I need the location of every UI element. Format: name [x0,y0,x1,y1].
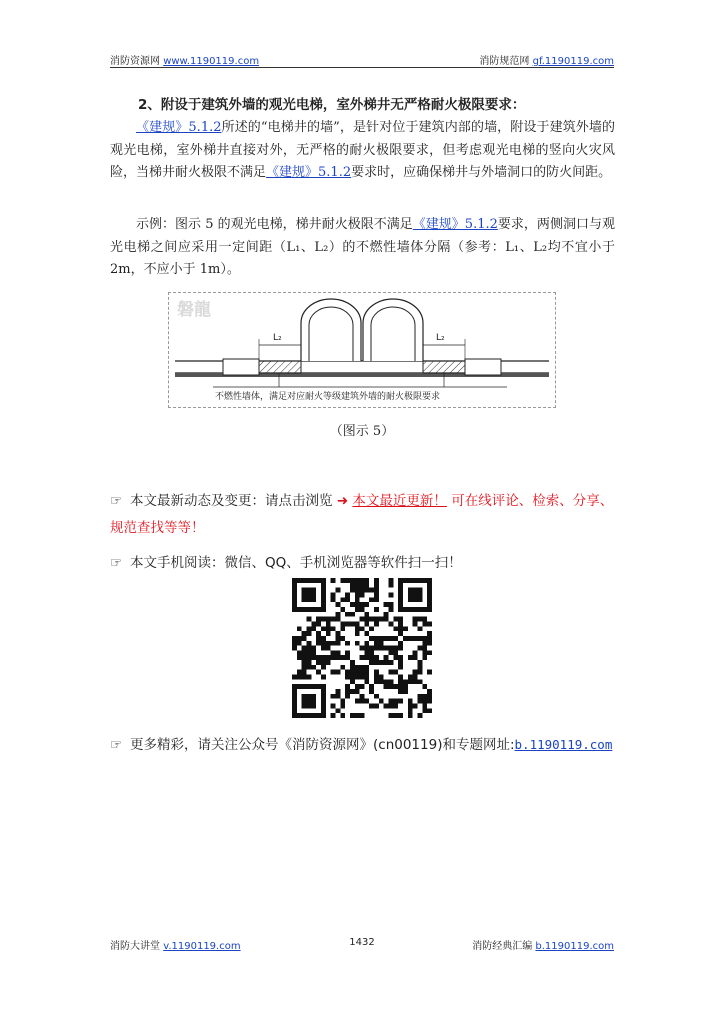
window-opening-left [223,359,259,375]
latest-update-link[interactable]: 本文最近更新！ [352,493,447,509]
pointing-hand-icon: ☞ [110,555,123,571]
footer-right [472,937,614,952]
noncombustible-wall-left [259,361,301,373]
code-reference-link[interactable]: 《建规》5.1.2 [412,217,498,232]
footer-left-label: 消防大讲堂 [110,941,160,952]
header-right-link[interactable]: gf.1190119.com [532,56,614,67]
elevator-shaft-left [301,299,361,361]
header-left-link[interactable]: www.1190119.com [163,56,260,67]
topic-site-link[interactable]: b.1190119.com [514,737,613,752]
code-reference-link[interactable]: 《建规》5.1.2 [266,165,352,180]
header-right [479,52,614,67]
callout-text: 不燃性墙体，满足对应耐火等级建筑外墙的耐火极限要求 [215,392,441,402]
window-opening-right [465,359,501,375]
qr-code[interactable] [292,578,432,718]
section-heading: 2、附设于建筑外墙的观光电梯，室外梯井无严格耐火极限要求： [138,97,526,113]
page-number: 1432 [349,937,375,948]
paragraph-2-text-end: 要求，两侧洞口与观光电梯之间应采用一定间距（L₁、L₂）的不燃性墙体分隔（参考：L₁、L₂均不宜小于 2m，不应小于 1m）。 [110,217,615,277]
page-footer [110,937,614,951]
paragraph-1-text: 所述的“电梯井的墙”，是针对位于建筑内部的墙，附设于建筑外墙的观光电梯，室外梯井直接对外，无严格的耐火极限要求，但考虑观光电梯的竖向火灾风险，当梯井耐火极限不满足 [110,120,616,180]
dimension-label-right: L₂ [436,333,445,343]
dimension-label-left: L₂ [273,333,282,343]
red-arrow-icon: ➜ [336,493,349,509]
elevator-plan-diagram [169,293,555,407]
footer-right-label: 消防经典汇编 [472,941,533,952]
update-notice-suffix: 可在线评论、检索、分享、规范查找等等！ [110,493,614,536]
watermark-text: 磐龍 [177,300,211,320]
footer-left-link[interactable]: v.1190119.com [163,941,241,952]
header-left [110,52,259,67]
pointing-hand-icon: ☞ [110,737,123,753]
figure-caption: （图示 5） [329,424,395,439]
paragraph-1 [110,117,615,185]
paragraph-2 [110,214,615,282]
header-left-label: 消防资源网 [110,56,160,67]
mobile-reading-text: 本文手机阅读：微信、QQ、手机浏览器等软件扫一扫！ [130,555,462,571]
footer-right-link[interactable]: b.1190119.com [535,941,614,952]
mobile-reading-notice [110,550,620,577]
elevator-figure [168,292,556,408]
follow-notice [110,731,620,759]
paragraph-1-text-end: 要求时，应确保梯井与外墙洞口的防火间距。 [351,165,612,180]
pointing-hand-icon: ☞ [110,493,123,509]
code-reference-link[interactable]: 《建规》5.1.2 [136,120,222,135]
noncombustible-wall-right [423,361,465,373]
update-notice-text: 本文最新动态及变更：请点击浏览 [130,493,333,509]
paragraph-2-text: 示例：图示 5 的观光电梯，梯井耐火极限不满足 [136,217,413,232]
elevator-shaft-right [363,299,423,361]
update-notice [110,488,620,542]
header-divider [110,67,614,68]
header-right-label: 消防规范网 [479,56,530,67]
page-header [110,52,614,66]
follow-notice-text: 更多精彩，请关注公众号《消防资源网》(cn00119)和专题网址: [130,737,515,753]
